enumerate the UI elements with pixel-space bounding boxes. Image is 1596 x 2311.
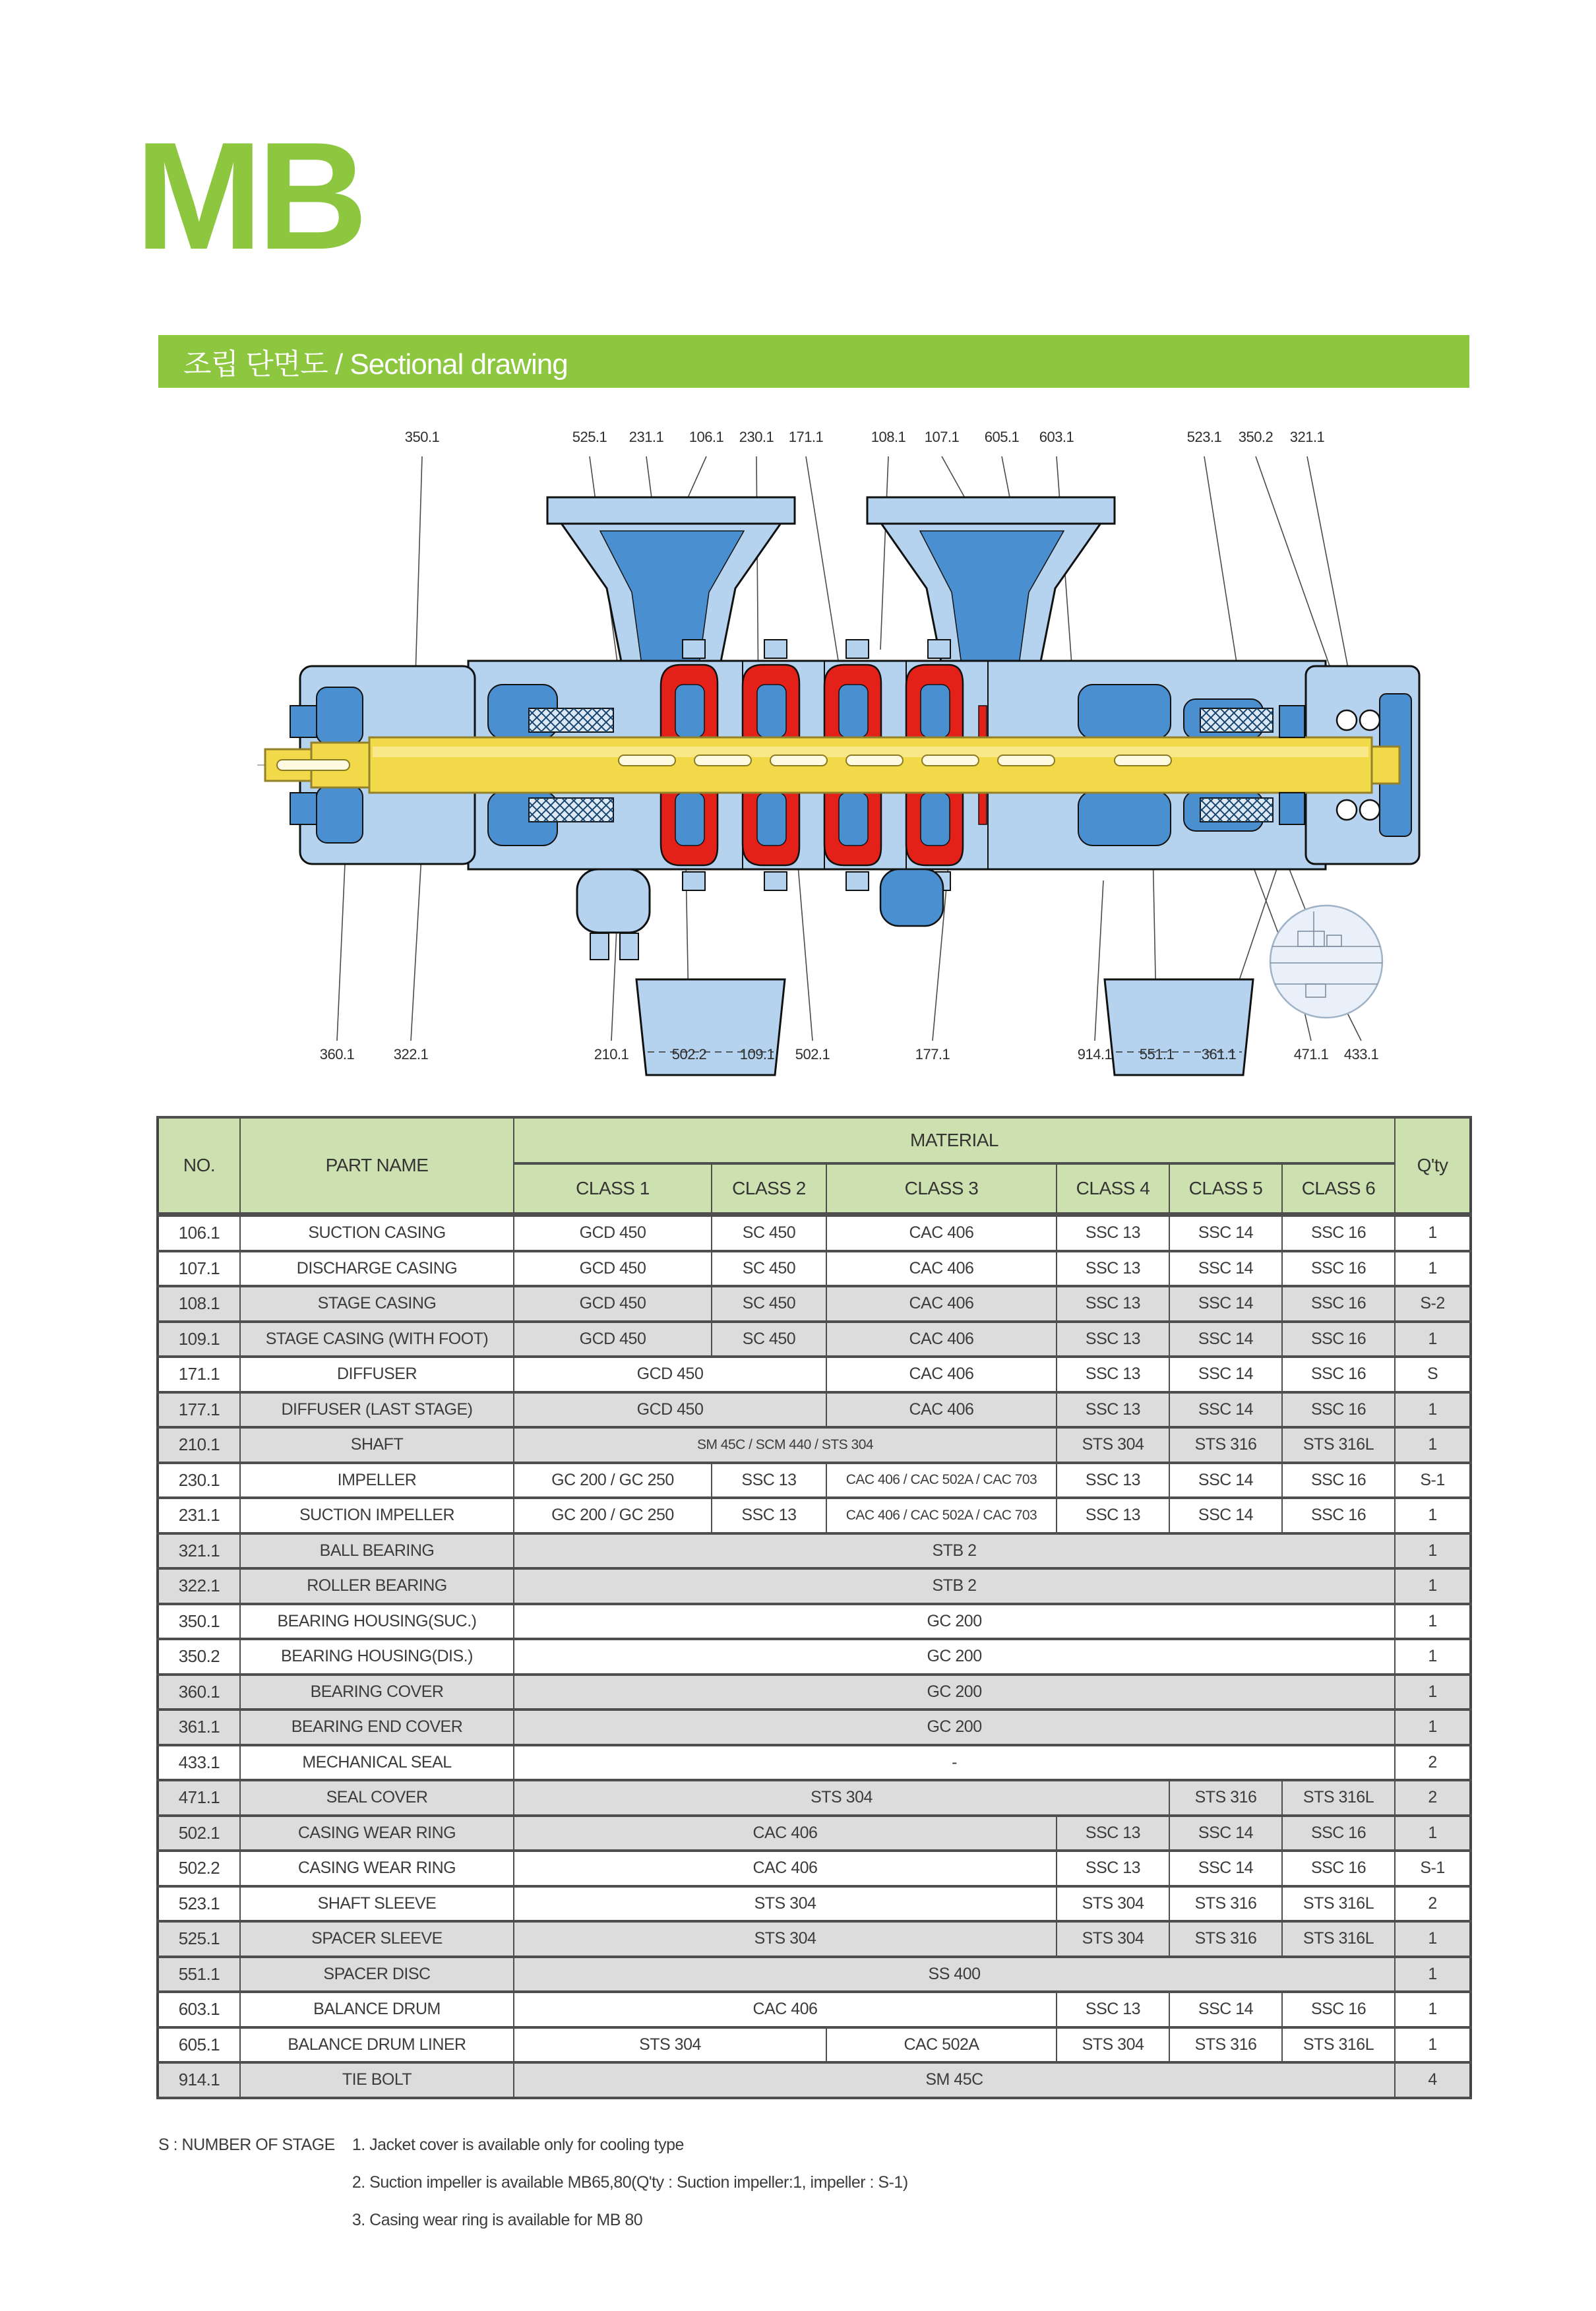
part-name-cell: SEAL COVER: [240, 1780, 514, 1816]
footnote-line: 3. Casing wear ring is available for MB 80: [352, 2211, 643, 2229]
material-cell: SS 400: [514, 1957, 1395, 1992]
material-cell: STS 316L: [1282, 1921, 1395, 1957]
material-cell: STS 316L: [1282, 1780, 1395, 1816]
part-name-cell: MECHANICAL SEAL: [240, 1745, 514, 1781]
part-callout-label: 171.1: [788, 429, 824, 445]
material-cell: GCD 450: [514, 1392, 826, 1428]
table-row: [158, 1251, 1471, 1287]
table-row: [158, 1957, 1471, 1992]
qty-cell: 1: [1395, 1675, 1471, 1710]
seal-detail-circle: [1270, 906, 1382, 1018]
footnotes: [158, 2126, 908, 2239]
part-name-cell: STAGE CASING: [240, 1286, 514, 1322]
part-no-cell: 106.1: [158, 1215, 240, 1251]
part-name-cell: TIE BOLT: [240, 2062, 514, 2098]
table-row: [158, 1886, 1471, 1922]
part-name-cell: BEARING HOUSING(SUC.): [240, 1604, 514, 1640]
col-header-class6: CLASS 6: [1282, 1163, 1395, 1215]
col-header-material: MATERIAL: [514, 1117, 1395, 1163]
footnote-line: 1. Jacket cover is available only for cooling type: [352, 2136, 684, 2154]
volute-bulb: [880, 869, 943, 926]
part-name-cell: DIFFUSER (LAST STAGE): [240, 1392, 514, 1428]
material-cell: CAC 502A: [826, 2027, 1057, 2063]
qty-cell: S-1: [1395, 1851, 1471, 1886]
part-callout-label: 322.1: [393, 1046, 429, 1063]
part-callout-label: 523.1: [1186, 429, 1222, 445]
material-cell: GCD 450: [514, 1322, 712, 1357]
material-cell: SSC 14: [1169, 1992, 1282, 2027]
material-cell: SSC 16: [1282, 1816, 1395, 1851]
material-cell: SSC 13: [1057, 1463, 1169, 1498]
qty-cell: 4: [1395, 2062, 1471, 2098]
material-cell: STS 304: [514, 2027, 826, 2063]
part-no-cell: 551.1: [158, 1957, 240, 1992]
table-row: [158, 1675, 1471, 1710]
col-header-class5: CLASS 5: [1169, 1163, 1282, 1215]
qty-cell: 1: [1395, 1568, 1471, 1604]
part-callout-label: 914.1: [1077, 1046, 1113, 1063]
material-cell: SSC 13: [1057, 1392, 1169, 1428]
material-cell: SSC 14: [1169, 1322, 1282, 1357]
qty-cell: 1: [1395, 1921, 1471, 1957]
part-callout-label: 525.1: [572, 429, 607, 445]
material-cell: SSC 16: [1282, 1357, 1395, 1392]
discharge-nozzle: [867, 497, 1115, 665]
material-cell: SSC 14: [1169, 1498, 1282, 1533]
part-name-cell: CASING WEAR RING: [240, 1851, 514, 1886]
material-cell: CAC 406: [514, 1851, 1057, 1886]
material-cell: CAC 406: [514, 1816, 1057, 1851]
material-cell: SSC 13: [1057, 1851, 1169, 1886]
part-callout-label: 177.1: [915, 1046, 950, 1063]
material-cell: CAC 406 / CAC 502A / CAC 703: [826, 1463, 1057, 1498]
part-callout-label: 107.1: [924, 429, 960, 445]
material-cell: STS 304: [1057, 1886, 1169, 1922]
part-no-cell: 605.1: [158, 2027, 240, 2063]
part-name-cell: SPACER DISC: [240, 1957, 514, 1992]
material-cell: SC 450: [712, 1322, 826, 1357]
material-cell: STS 304: [1057, 1921, 1169, 1957]
part-name-cell: BEARING HOUSING(DIS.): [240, 1639, 514, 1675]
part-callout-label: 210.1: [594, 1046, 629, 1063]
material-cell: SSC 16: [1282, 1322, 1395, 1357]
material-cell: SSC 13: [1057, 1215, 1169, 1251]
part-no-cell: 231.1: [158, 1498, 240, 1533]
material-cell: STS 316L: [1282, 2027, 1395, 2063]
material-cell: SSC 13: [1057, 1322, 1169, 1357]
part-no-cell: 230.1: [158, 1463, 240, 1498]
part-name-cell: IMPELLER: [240, 1463, 514, 1498]
material-cell: SSC 16: [1282, 1463, 1395, 1498]
table-row: [158, 1921, 1471, 1957]
table-row: [158, 1816, 1471, 1851]
table-row: [158, 1851, 1471, 1886]
material-cell: STB 2: [514, 1533, 1395, 1569]
table-row: [158, 1780, 1471, 1816]
material-cell: SSC 14: [1169, 1286, 1282, 1322]
part-name-cell: BALANCE DRUM LINER: [240, 2027, 514, 2063]
part-callout-label: 350.2: [1238, 429, 1274, 445]
material-cell: GC 200: [514, 1639, 1395, 1675]
material-cell: SC 450: [712, 1251, 826, 1287]
material-cell: SSC 16: [1282, 1992, 1395, 2027]
material-cell: CAC 406 / CAC 502A / CAC 703: [826, 1498, 1057, 1533]
part-name-cell: DIFFUSER: [240, 1357, 514, 1392]
material-cell: SM 45C / SCM 440 / STS 304: [514, 1427, 1057, 1463]
col-header-no: NO.: [158, 1117, 240, 1215]
part-no-cell: 523.1: [158, 1886, 240, 1922]
material-cell: GCD 450: [514, 1251, 712, 1287]
notes-list: [352, 2126, 908, 2239]
material-cell: SSC 16: [1282, 1392, 1395, 1428]
part-no-cell: 360.1: [158, 1675, 240, 1710]
part-no-cell: 322.1: [158, 1568, 240, 1604]
material-cell: SSC 14: [1169, 1392, 1282, 1428]
material-cell: STS 316: [1169, 1780, 1282, 1816]
part-no-cell: 433.1: [158, 1745, 240, 1781]
materials-table: [156, 1116, 1472, 2099]
part-no-cell: 361.1: [158, 1710, 240, 1745]
material-cell: SSC 14: [1169, 1251, 1282, 1287]
part-name-cell: SHAFT: [240, 1427, 514, 1463]
material-cell: CAC 406: [826, 1322, 1057, 1357]
col-header-class2: CLASS 2: [712, 1163, 826, 1215]
part-no-cell: 177.1: [158, 1392, 240, 1428]
table-row: [158, 1357, 1471, 1392]
table-row: [158, 1568, 1471, 1604]
material-cell: STS 304: [514, 1886, 1057, 1922]
table-row: [158, 1215, 1471, 1251]
col-header-qty: Q'ty: [1395, 1117, 1471, 1215]
col-header-class4: CLASS 4: [1057, 1163, 1169, 1215]
material-cell: SSC 13: [1057, 1251, 1169, 1287]
part-name-cell: SUCTION CASING: [240, 1215, 514, 1251]
part-callout-label: 109.1: [739, 1046, 775, 1063]
table-row: [158, 1498, 1471, 1533]
part-callout-label: 108.1: [871, 429, 906, 445]
part-name-cell: CASING WEAR RING: [240, 1816, 514, 1851]
part-name-cell: BALANCE DRUM: [240, 1992, 514, 2027]
page-title: MB: [135, 111, 363, 282]
qty-cell: 1: [1395, 1710, 1471, 1745]
material-cell: SSC 16: [1282, 1851, 1395, 1886]
material-cell: STS 304: [514, 1780, 1169, 1816]
qty-cell: 1: [1395, 1427, 1471, 1463]
part-name-cell: SPACER SLEEVE: [240, 1921, 514, 1957]
material-cell: CAC 406: [826, 1357, 1057, 1392]
part-no-cell: 171.1: [158, 1357, 240, 1392]
material-cell: STS 316: [1169, 1886, 1282, 1922]
material-cell: SSC 16: [1282, 1251, 1395, 1287]
qty-cell: 1: [1395, 1322, 1471, 1357]
part-no-cell: 350.2: [158, 1639, 240, 1675]
part-name-cell: SHAFT SLEEVE: [240, 1886, 514, 1922]
part-name-cell: STAGE CASING (WITH FOOT): [240, 1322, 514, 1357]
material-cell: STB 2: [514, 1568, 1395, 1604]
qty-cell: 1: [1395, 1498, 1471, 1533]
material-cell: SSC 14: [1169, 1463, 1282, 1498]
pump-cross-section-art: [251, 422, 1425, 1088]
part-name-cell: BALL BEARING: [240, 1533, 514, 1569]
material-cell: SSC 13: [712, 1498, 826, 1533]
part-name-cell: BEARING END COVER: [240, 1710, 514, 1745]
material-cell: STS 316: [1169, 1427, 1282, 1463]
sectional-drawing: [0, 0, 1596, 1121]
material-cell: GCD 450: [514, 1286, 712, 1322]
material-cell: SSC 13: [1057, 1498, 1169, 1533]
material-cell: SSC 13: [1057, 1816, 1169, 1851]
part-callout-label: 502.1: [795, 1046, 830, 1063]
material-cell: SSC 16: [1282, 1215, 1395, 1251]
part-callout-label: 502.2: [671, 1046, 707, 1063]
table-row: [158, 1286, 1471, 1322]
table-row: [158, 1992, 1471, 2027]
table-row: [158, 1745, 1471, 1781]
footnote-line: 2. Suction impeller is available MB65,80(Q'ty : Suction impeller:1, impeller : S-1): [352, 2173, 908, 2192]
material-cell: SSC 13: [1057, 1357, 1169, 1392]
part-no-cell: 350.1: [158, 1604, 240, 1640]
drain-bulb: [577, 869, 650, 933]
part-callout-label: 231.1: [629, 429, 664, 445]
material-cell: SC 450: [712, 1286, 826, 1322]
material-cell: STS 304: [1057, 1427, 1169, 1463]
table-row: [158, 1533, 1471, 1569]
qty-cell: 1: [1395, 1604, 1471, 1640]
part-no-cell: 210.1: [158, 1427, 240, 1463]
part-no-cell: 107.1: [158, 1251, 240, 1287]
part-no-cell: 109.1: [158, 1322, 240, 1357]
part-no-cell: 502.2: [158, 1851, 240, 1886]
part-callout-label: 603.1: [1039, 429, 1074, 445]
table-row: [158, 2062, 1471, 2098]
material-cell: GCD 450: [514, 1215, 712, 1251]
part-callout-label: 361.1: [1201, 1046, 1237, 1063]
qty-cell: 1: [1395, 1639, 1471, 1675]
material-cell: GC 200: [514, 1604, 1395, 1640]
part-callout-label: 433.1: [1343, 1046, 1379, 1063]
material-cell: CAC 406: [514, 1992, 1057, 2027]
qty-cell: 1: [1395, 1392, 1471, 1428]
qty-cell: S-2: [1395, 1286, 1471, 1322]
material-cell: STS 304: [514, 1921, 1057, 1957]
part-callout-label: 605.1: [984, 429, 1020, 445]
material-cell: SSC 16: [1282, 1498, 1395, 1533]
part-callout-label: 321.1: [1289, 429, 1325, 445]
material-cell: GC 200 / GC 250: [514, 1463, 712, 1498]
material-cell: SSC 13: [1057, 1286, 1169, 1322]
material-cell: STS 316: [1169, 2027, 1282, 2063]
part-callout-label: 106.1: [689, 429, 724, 445]
qty-cell: 1: [1395, 1816, 1471, 1851]
part-name-cell: ROLLER BEARING: [240, 1568, 514, 1604]
material-cell: CAC 406: [826, 1215, 1057, 1251]
material-cell: SSC 14: [1169, 1215, 1282, 1251]
table-row: [158, 1463, 1471, 1498]
part-name-cell: BEARING COVER: [240, 1675, 514, 1710]
table-row: [158, 1427, 1471, 1463]
table-row: [158, 1604, 1471, 1640]
material-cell: GC 200: [514, 1675, 1395, 1710]
material-cell: SSC 14: [1169, 1357, 1282, 1392]
part-no-cell: 502.1: [158, 1816, 240, 1851]
material-cell: GC 200 / GC 250: [514, 1498, 712, 1533]
table-row: [158, 1322, 1471, 1357]
material-cell: SC 450: [712, 1215, 826, 1251]
part-no-cell: 108.1: [158, 1286, 240, 1322]
part-name-cell: DISCHARGE CASING: [240, 1251, 514, 1287]
qty-cell: 1: [1395, 1215, 1471, 1251]
material-cell: SSC 14: [1169, 1816, 1282, 1851]
part-no-cell: 914.1: [158, 2062, 240, 2098]
material-cell: SSC 14: [1169, 1851, 1282, 1886]
qty-cell: 1: [1395, 1957, 1471, 1992]
part-callout-label: 230.1: [739, 429, 774, 445]
material-cell: SM 45C: [514, 2062, 1395, 2098]
qty-cell: S-1: [1395, 1463, 1471, 1498]
part-name-cell: SUCTION IMPELLER: [240, 1498, 514, 1533]
part-no-cell: 471.1: [158, 1780, 240, 1816]
table-row: [158, 1710, 1471, 1745]
part-callout-label: 350.1: [404, 429, 440, 445]
material-cell: SSC 13: [1057, 1992, 1169, 2027]
section-header-text: 조립 단면도 / Sectional drawing: [183, 348, 568, 381]
material-cell: SSC 13: [712, 1463, 826, 1498]
col-header-class3: CLASS 3: [826, 1163, 1057, 1215]
material-cell: SSC 16: [1282, 1286, 1395, 1322]
shaft: [265, 737, 1399, 793]
qty-cell: 2: [1395, 1745, 1471, 1781]
material-cell: STS 316: [1169, 1921, 1282, 1957]
part-no-cell: 525.1: [158, 1921, 240, 1957]
col-header-class1: CLASS 1: [514, 1163, 712, 1215]
qty-cell: 1: [1395, 2027, 1471, 2063]
material-cell: CAC 406: [826, 1392, 1057, 1428]
qty-cell: 1: [1395, 1533, 1471, 1569]
part-callout-label: 551.1: [1139, 1046, 1175, 1063]
table-row: [158, 1392, 1471, 1428]
material-cell: STS 304: [1057, 2027, 1169, 2063]
material-cell: GC 200: [514, 1710, 1395, 1745]
part-callout-label: 471.1: [1293, 1046, 1329, 1063]
qty-cell: 1: [1395, 1251, 1471, 1287]
material-cell: GCD 450: [514, 1357, 826, 1392]
qty-cell: S: [1395, 1357, 1471, 1392]
material-cell: CAC 406: [826, 1251, 1057, 1287]
qty-cell: 2: [1395, 1780, 1471, 1816]
material-cell: STS 316L: [1282, 1427, 1395, 1463]
part-no-cell: 321.1: [158, 1533, 240, 1569]
table-row: [158, 1639, 1471, 1675]
stage-legend: S : NUMBER OF STAGE: [158, 2136, 335, 2154]
material-cell: -: [514, 1745, 1395, 1781]
table-row: [158, 2027, 1471, 2063]
qty-cell: 2: [1395, 1886, 1471, 1922]
part-no-cell: 603.1: [158, 1992, 240, 2027]
material-cell: STS 316L: [1282, 1886, 1395, 1922]
material-cell: CAC 406: [826, 1286, 1057, 1322]
qty-cell: 1: [1395, 1992, 1471, 2027]
part-callout-label: 360.1: [319, 1046, 355, 1063]
col-header-part-name: PART NAME: [240, 1117, 514, 1215]
materials-table-body: [158, 1215, 1471, 2098]
